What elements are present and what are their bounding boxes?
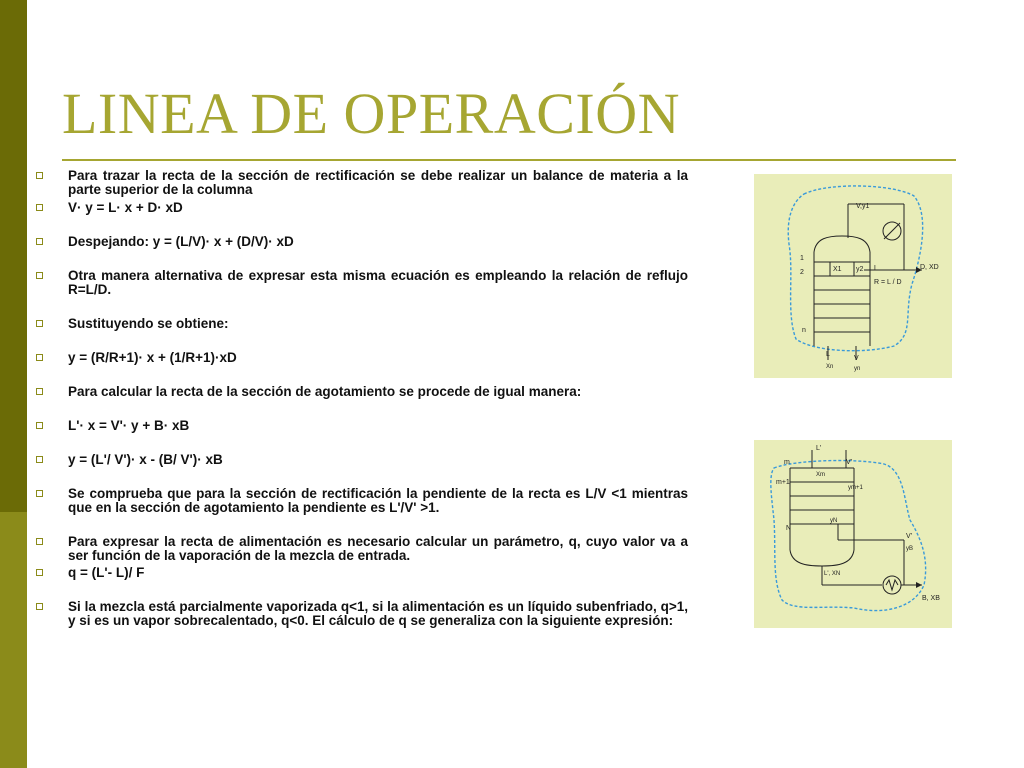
bullet-square-icon xyxy=(36,603,43,610)
label-d-xd: D, XD xyxy=(920,264,939,271)
bullet-item xyxy=(36,419,688,433)
label-m: m xyxy=(784,459,790,466)
label-m1: m+1 xyxy=(776,479,790,486)
bullet-item xyxy=(36,235,688,249)
bullet-item xyxy=(36,600,688,628)
label-n: N xyxy=(786,525,792,532)
label-yn: yN xyxy=(830,518,838,524)
control-volume-boundary xyxy=(771,461,926,611)
bullet-text: q = (L'- L)/ F xyxy=(68,565,145,580)
label-b-xb: B, XB xyxy=(922,595,940,602)
label-lprime-xn: L', XN xyxy=(824,571,841,577)
bullet-square-icon xyxy=(36,204,43,211)
bullet-square-icon xyxy=(36,172,43,179)
label-lprime-top: L' xyxy=(816,445,822,452)
bullet-text: L'· x = V'· y + B· xB xyxy=(68,418,190,433)
label-xm: Xm xyxy=(816,472,825,478)
sidebar-accent-bar xyxy=(0,0,27,768)
bullet-text: Si la mezcla está parcialmente vaporizada q<1, si la alimentación es un líquido subenfriado, q>1, y si es un vapor sobrecalentado, q<0. El cálculo de q se generaliza con la siguiente expresión: xyxy=(68,599,688,628)
bullet-square-icon xyxy=(36,490,43,497)
slide-title: LINEA DE OPERACIÓN xyxy=(62,81,680,146)
bullet-item xyxy=(36,535,688,563)
bullet-square-icon xyxy=(36,238,43,245)
bullet-square-icon xyxy=(36,320,43,327)
bullet-text: Para trazar la recta de la sección de rectificación se debe realizar un balance de materia a la parte superior de la columna xyxy=(68,168,688,197)
bullet-item xyxy=(36,201,688,215)
bottoms-arrow-icon xyxy=(916,582,922,588)
bullet-item xyxy=(36,566,688,580)
bullet-item xyxy=(36,169,688,197)
bullet-square-icon xyxy=(36,388,43,395)
bullet-item xyxy=(36,317,688,331)
label-v-y1: V,y1 xyxy=(856,203,870,210)
label-n: n xyxy=(802,327,806,334)
label-vprime-top: V' xyxy=(846,459,853,466)
bullet-text: y = (L'/ V')· x - (B/ V')· xB xyxy=(68,452,223,467)
bullet-square-icon xyxy=(36,354,43,361)
condenser-slash-icon xyxy=(884,223,900,239)
label-yn: yn xyxy=(854,366,861,372)
bullet-text: Para calcular la recta de la sección de agotamiento se procede de igual manera: xyxy=(68,384,582,399)
bullet-text: Se comprueba que para la sección de rectificación la pendiente de la recta es L/V <1 mientras que en la sección de agotamiento la pendiente es L'/V' >1. xyxy=(68,486,688,515)
bullet-text: Sustituyendo se obtiene: xyxy=(68,316,229,331)
label-xn: Xn xyxy=(826,364,834,370)
bullet-item xyxy=(36,487,688,515)
stripping-section-diagram xyxy=(754,440,952,628)
bullet-list xyxy=(36,169,688,628)
label-r: R = L / D xyxy=(874,279,902,286)
bullet-text: V· y = L· x + D· xD xyxy=(68,200,183,215)
bullet-square-icon xyxy=(36,456,43,463)
column-top-dome xyxy=(814,236,870,252)
bullet-item xyxy=(36,351,688,365)
label-2: 2 xyxy=(800,269,804,276)
label-yb: yB xyxy=(906,546,914,552)
label-l: L xyxy=(874,265,878,272)
bullet-item xyxy=(36,269,688,297)
column-bottom-dome xyxy=(790,550,854,566)
rectifying-section-diagram xyxy=(754,174,952,378)
bullet-square-icon xyxy=(36,538,43,545)
sidebar-accent-lower xyxy=(0,512,27,768)
bullet-text: Despejando: y = (L/V)· x + (D/V)· xD xyxy=(68,234,294,249)
reboiler-coil-icon xyxy=(886,580,898,590)
title-divider xyxy=(62,159,956,161)
bullet-item xyxy=(36,385,688,399)
bullet-square-icon xyxy=(36,422,43,429)
bullet-text: Otra manera alternativa de expresar esta misma ecuación es empleando la relación de reflujo R=L/D. xyxy=(68,268,688,297)
bullet-item xyxy=(36,453,688,467)
bullet-text: y = (R/R+1)· x + (1/R+1)·xD xyxy=(68,350,237,365)
label-l-bottom: L xyxy=(826,351,830,358)
label-x1: X1 xyxy=(833,266,842,273)
label-vprime-right: V' xyxy=(906,533,913,540)
label-v-bottom: V xyxy=(854,355,859,362)
label-ym1: ym+1 xyxy=(848,485,863,491)
bullet-square-icon xyxy=(36,272,43,279)
label-y2: y2 xyxy=(856,266,864,273)
label-1: 1 xyxy=(800,255,804,262)
bullet-text: Para expresar la recta de alimentación es necesario calcular un parámetro, q, cuyo valor va a ser función de la vaporación de la mezcla de entrada. xyxy=(68,534,688,563)
bullet-square-icon xyxy=(36,569,43,576)
